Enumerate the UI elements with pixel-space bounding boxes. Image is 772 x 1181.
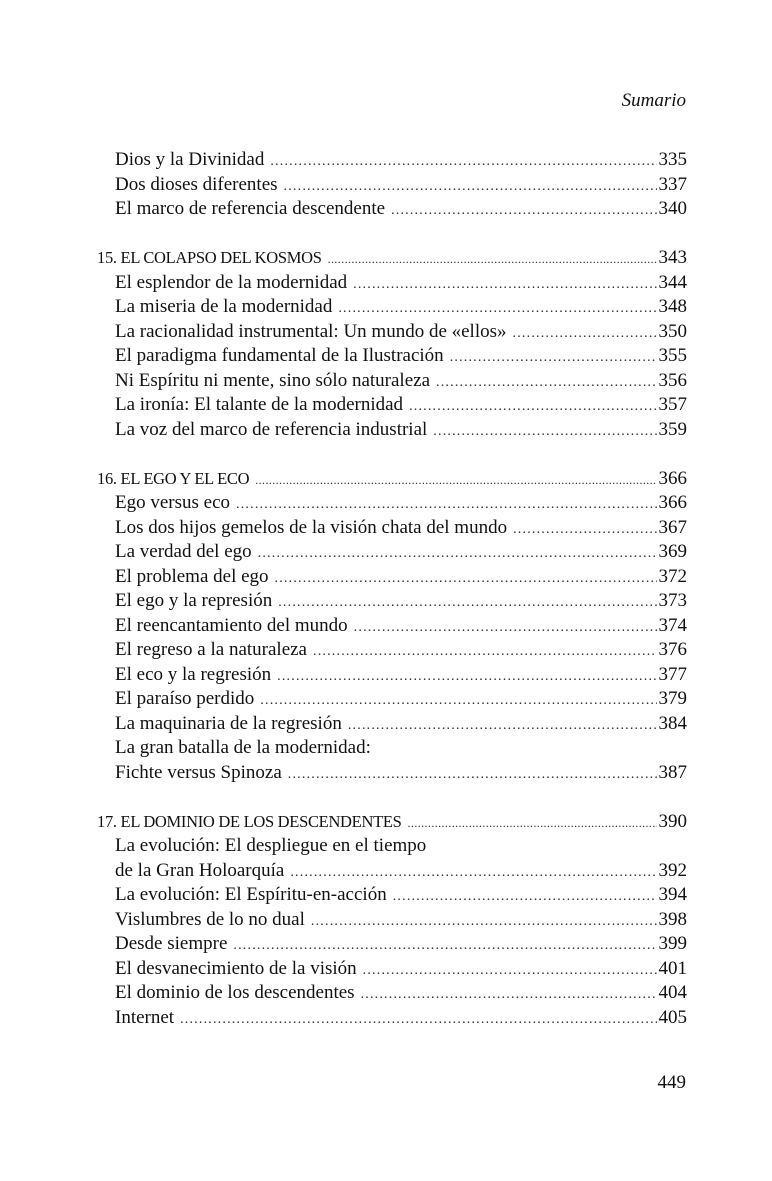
page-reference: 401 — [658, 957, 687, 979]
page-reference: 350 — [658, 320, 687, 342]
page-reference: 399 — [658, 933, 687, 954]
dot-leader — [270, 150, 656, 175]
dot-leader — [393, 885, 657, 910]
page-reference: 384 — [658, 712, 687, 734]
toc-entry — [97, 957, 687, 982]
dot-leader — [258, 542, 657, 567]
dot-leader — [391, 199, 656, 224]
dot-leader — [338, 297, 656, 322]
page-reference: 369 — [658, 541, 687, 562]
toc-entry — [97, 859, 687, 884]
dot-leader — [361, 983, 657, 1008]
chapter-title: 17. EL DOMINIO DE LOS DESCENDENTES — [97, 811, 402, 831]
toc-section — [97, 467, 687, 786]
entry-title: La voz del marco de referencia industrial — [115, 418, 428, 440]
toc-entry — [97, 418, 687, 443]
entry-title: Ni Espíritu ni mente, sino sólo naturaleza — [115, 369, 431, 391]
page-reference: 392 — [658, 859, 687, 881]
toc-section — [97, 246, 687, 442]
entry-title: El paraíso perdido — [115, 688, 255, 709]
toc-entry — [97, 295, 687, 320]
dot-leader — [363, 959, 657, 984]
dot-leader — [277, 665, 656, 690]
toc-entry — [97, 393, 687, 418]
toc-entry — [97, 687, 687, 712]
toc-entry — [97, 834, 687, 859]
page-reference: 367 — [658, 516, 687, 538]
page-reference: 366 — [658, 492, 687, 513]
page-reference: 390 — [658, 810, 687, 832]
toc-entry — [97, 981, 687, 1006]
toc-entry — [97, 516, 687, 541]
toc-entry — [97, 173, 687, 198]
page-reference: 373 — [658, 590, 687, 611]
page-reference: 379 — [658, 688, 687, 709]
entry-title: El marco de referencia descendente — [115, 198, 386, 219]
dot-leader — [255, 468, 656, 493]
dot-leader — [328, 247, 657, 272]
page-reference: 377 — [658, 663, 687, 685]
toc-entry — [97, 148, 687, 173]
chapter-heading — [97, 246, 687, 271]
chapter-heading — [97, 810, 687, 835]
page-reference: 376 — [658, 639, 687, 660]
toc-entry — [97, 638, 687, 663]
dot-leader — [513, 322, 657, 347]
toc-entry — [97, 369, 687, 394]
toc-entry — [97, 540, 687, 565]
entry-title: La ironía: El talante de la modernidad — [115, 394, 404, 415]
dot-leader — [180, 1008, 656, 1033]
page-reference: 348 — [658, 296, 687, 317]
chapter-title: 16. EL EGO Y EL ECO — [97, 468, 250, 488]
entry-title: Los dos hijos gemelos de la visión chata del mundo — [115, 516, 508, 538]
dot-leader — [433, 420, 656, 445]
entry-title: La miseria de la modernidad — [115, 296, 333, 317]
entry-title: Desde siempre — [115, 933, 228, 954]
entry-title: Dios y la Divinidad — [115, 149, 265, 170]
toc-entry — [97, 271, 687, 296]
entry-title: Fichte versus Spinoza — [115, 761, 282, 783]
page-reference: 337 — [658, 173, 687, 195]
toc-entry — [97, 932, 687, 957]
entry-title: El dominio de los descendentes — [115, 982, 355, 1003]
chapter-heading — [97, 467, 687, 492]
page-reference: 357 — [658, 394, 687, 415]
toc-entry — [97, 883, 687, 908]
entry-title: El ego y la represión — [115, 590, 273, 611]
entry-title: El problema del ego — [115, 565, 269, 587]
entry-title: El desvanecimiento de la visión — [115, 957, 357, 979]
dot-leader — [348, 714, 657, 739]
dot-leader — [288, 763, 657, 788]
entry-title: La verdad del ego — [115, 541, 252, 562]
dot-leader — [275, 567, 657, 592]
page-reference: 387 — [658, 761, 687, 783]
dot-leader — [233, 934, 656, 959]
toc-section — [97, 810, 687, 1031]
toc-entry — [97, 491, 687, 516]
table-of-contents — [97, 148, 687, 1030]
entry-title: Dos dioses diferentes — [115, 173, 278, 195]
page-reference: 335 — [658, 149, 687, 170]
dot-leader — [513, 518, 656, 543]
page-reference: 372 — [658, 565, 687, 587]
page-reference: 359 — [658, 418, 687, 440]
page-reference: 343 — [658, 247, 687, 268]
page-number: 449 — [657, 1072, 686, 1093]
page-reference: 394 — [658, 884, 687, 905]
toc-entry — [97, 614, 687, 639]
dot-leader — [436, 371, 656, 396]
dot-leader — [284, 175, 657, 200]
entry-title: El eco y la regresión — [115, 663, 272, 685]
dot-leader — [354, 616, 657, 641]
running-head: Sumario — [621, 90, 686, 111]
entry-title: El esplendor de la modernidad — [115, 271, 348, 293]
dot-leader — [278, 591, 656, 616]
dot-leader — [290, 861, 656, 886]
dot-leader — [450, 346, 657, 371]
entry-title: La evolución: El Espíritu-en-acción — [115, 884, 387, 905]
page-reference: 356 — [658, 369, 687, 391]
page-reference: 366 — [658, 467, 687, 489]
toc-entry — [97, 197, 687, 222]
dot-leader — [311, 910, 657, 935]
toc-entry — [97, 663, 687, 688]
entry-title: La maquinaria de la regresión — [115, 712, 342, 734]
toc-entry — [97, 908, 687, 933]
page-reference: 398 — [658, 908, 687, 930]
toc-section — [97, 148, 687, 222]
toc-entry — [97, 1006, 687, 1031]
chapter-title: 15. EL COLAPSO DEL KOSMOS — [97, 248, 322, 267]
toc-entry — [97, 344, 687, 369]
page-reference: 374 — [658, 614, 687, 636]
entry-title: de la Gran Holoarquía — [115, 859, 285, 881]
entry-title: La evolución: El despliegue en el tiempo — [115, 835, 427, 856]
entry-title: La gran batalla de la modernidad: — [115, 737, 371, 758]
dot-leader — [260, 689, 656, 714]
entry-title: El reencantamiento del mundo — [115, 614, 348, 636]
entry-title: La racionalidad instrumental: Un mundo de «ellos» — [115, 320, 507, 342]
entry-title: Vislumbres de lo no dual — [115, 908, 305, 930]
dot-leader — [408, 811, 657, 836]
page-reference: 355 — [658, 345, 687, 366]
toc-entry — [97, 565, 687, 590]
dot-leader — [409, 395, 656, 420]
dot-leader — [313, 640, 657, 665]
toc-entry — [97, 320, 687, 345]
toc-entry — [97, 712, 687, 737]
page-reference: 340 — [658, 198, 687, 219]
entry-title: Internet — [115, 1006, 175, 1028]
dot-leader — [353, 273, 656, 298]
dot-leader — [236, 493, 656, 518]
page-reference: 404 — [658, 982, 687, 1003]
toc-entry — [97, 589, 687, 614]
entry-title: Ego versus eco — [115, 492, 231, 513]
toc-entry — [97, 761, 687, 786]
entry-title: El paradigma fundamental de la Ilustración — [115, 345, 444, 366]
entry-title: El regreso a la naturaleza — [115, 639, 307, 660]
toc-entry — [97, 736, 687, 761]
page-reference: 344 — [658, 271, 687, 293]
page-reference: 405 — [658, 1006, 687, 1028]
